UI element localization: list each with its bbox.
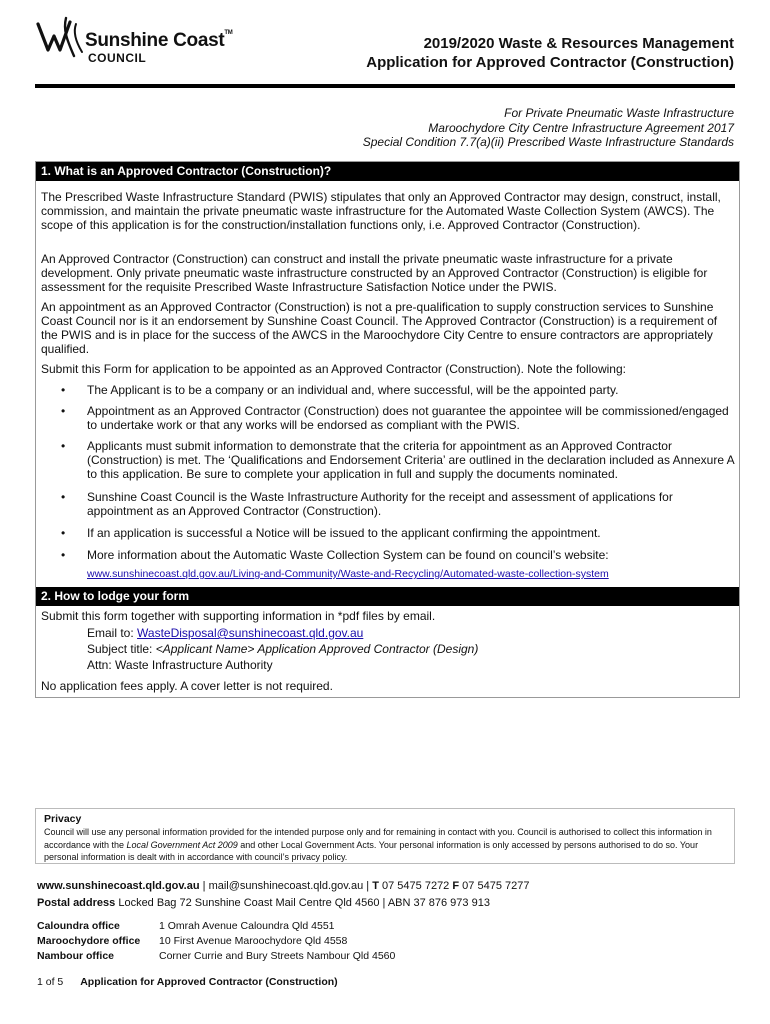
bullet-marker: • xyxy=(61,526,66,540)
subtitle-line-1: For Private Pneumatic Waste Infrastructure xyxy=(504,106,734,120)
office-row: Caloundra office 1 Omrah Avenue Caloundra Qld 4551 xyxy=(37,920,335,932)
logo-subtitle: COUNCIL xyxy=(88,51,147,65)
document-subtitle xyxy=(363,106,734,150)
contact-line: www.sunshinecoast.qld.gov.au | mail@sunshinecoast.qld.gov.au | T 07 5475 7272 F 07 5475 7277 xyxy=(37,880,530,892)
bullet-marker: • xyxy=(61,548,66,562)
bullet-item-5: If an application is successful a Notice will be issued to the applicant confirming the appointment. xyxy=(87,526,601,540)
bullet-item-6: More information about the Automatic Waste Collection System can be found on council’s website: xyxy=(87,548,609,562)
office-row: Nambour office Corner Currie and Bury Streets Nambour Qld 4560 xyxy=(37,950,396,962)
footer-doc-title: Application for Approved Contractor (Construction) xyxy=(80,976,338,988)
section-1-heading: 1. What is an Approved Contractor (Construction)? xyxy=(36,162,739,181)
subject-value: <Applicant Name> Application Approved Contractor (Design) xyxy=(155,642,479,656)
privacy-text: Council will use any personal information provided for the intended purpose only and for remaining in contact with you. Council is authorised to collect this information in accordance with the Local Government Act 2009 and other Local Government Acts. Your personal information is only accessed by persons authorised to do so. Your personal information is dealt with in accordance with council’s privacy policy. xyxy=(44,827,712,862)
bullet-marker: • xyxy=(61,404,66,418)
postal-address: Locked Bag 72 Sunshine Coast Mail Centre Qld 4560 xyxy=(118,897,380,909)
page-footer xyxy=(37,976,338,988)
abn: ABN 37 876 973 913 xyxy=(387,897,490,909)
page-number: 1 of 5 xyxy=(37,976,64,988)
bullet-item-2: Appointment as an Approved Contractor (Construction) does not guarantee the appointee will be commissioned/engaged to undertake work or that any works will be endorsed as compliant with the PWIS. xyxy=(87,404,729,432)
section-1-paragraph-4: Submit this Form for application to be appointed as an Approved Contractor (Construction). Note the following: xyxy=(41,362,626,376)
bullet-marker: • xyxy=(61,490,66,504)
email-link[interactable]: WasteDisposal@sunshinecoast.qld.gov.au xyxy=(137,626,364,640)
website-link[interactable]: www.sunshinecoast.qld.gov.au xyxy=(37,880,200,892)
phone-number: 07 5475 7272 xyxy=(382,880,450,892)
logo-wordmark: Sunshine Coast™ xyxy=(85,30,233,51)
subtitle-line-3: Special Condition 7.7(a)(ii) Prescribed Waste Infrastructure Standards xyxy=(362,135,734,149)
email-label: Email to: xyxy=(87,626,134,640)
section-2-heading: 2. How to lodge your form xyxy=(36,587,739,606)
privacy-box xyxy=(35,808,735,864)
postal-line: Postal address Locked Bag 72 Sunshine Coast Mail Centre Qld 4560 | ABN 37 876 973 913 xyxy=(37,897,490,909)
subject-label: Subject title: xyxy=(87,642,153,656)
email-row xyxy=(87,626,770,640)
title-line-1: 2019/2020 Waste & Resources Management xyxy=(423,35,734,52)
awcs-website-link[interactable]: www.sunshinecoast.qld.gov.au/Living-and-Community/Waste-and-Recycling/Automated-waste-collection-system xyxy=(87,568,609,580)
mail-link[interactable]: mail@sunshinecoast.qld.gov.au xyxy=(208,880,364,892)
office-row: Maroochydore office 10 First Avenue Maroochydore Qld 4558 xyxy=(37,935,348,947)
attn-line: Attn: Waste Infrastructure Authority xyxy=(87,658,273,672)
fax-number: 07 5475 7277 xyxy=(462,880,530,892)
bullet-marker: • xyxy=(61,439,66,453)
fees-note: No application fees apply. A cover letter is not required. xyxy=(41,679,333,693)
privacy-title: Privacy xyxy=(44,813,82,825)
header-rule xyxy=(35,84,735,88)
bullet-item-3: Applicants must submit information to demonstrate that the criteria for appointment as an Approved Contractor (Construction) is met. The ‘Qualifications and Endorsement Criteria’ are outlined in the declaration included as Annexure A to this application. Be sure to complete your application in full and supply the documents nominated. xyxy=(87,439,735,481)
subject-row xyxy=(87,642,770,656)
title-line-2: Application for Approved Contractor (Construction) xyxy=(366,54,734,71)
postal-label: Postal address xyxy=(37,897,116,909)
content-box xyxy=(35,161,740,698)
section-1-paragraph-2: An Approved Contractor (Construction) can construct and install the private pneumatic waste infrastructure for a private development. Only private pneumatic waste infrastructure constructed by an Approved Contractor (Construction) is eligible for assessment for the requisite Prescribed Waste Infrastructure Satisfaction Notice under the PWIS. xyxy=(41,252,708,294)
bullet-item-1: The Applicant is to be a company or an individual and, where successful, will be the appointed party. xyxy=(87,383,619,397)
bullet-item-4: Sunshine Coast Council is the Waste Infrastructure Authority for the receipt and assessment of applications for appointment as an Approved Contractor (Construction). xyxy=(87,490,673,518)
document-title xyxy=(366,34,734,72)
subtitle-line-2: Maroochydore City Centre Infrastructure Agreement 2017 xyxy=(428,120,734,135)
section-1-paragraph-1: The Prescribed Waste Infrastructure Standard (PWIS) stipulates that only an Approved Contractor may design, construct, install, commission, and maintain the private pneumatic waste infrastructure for the Automated Waste Collection System (AWCS). The scope of this application is for the construction/installation functions only, i.e. Approved Contractor (Construction). xyxy=(41,190,721,232)
bullet-marker: • xyxy=(61,383,66,397)
lodge-intro: Submit this form together with supporting information in *pdf files by email. xyxy=(41,609,436,623)
section-1-paragraph-3: An appointment as an Approved Contractor (Construction) is not a pre-qualification to supply construction services to Sunshine Coast Council nor is it an endorsement by Sunshine Coast Council. The Approved Contractor (Construction) is a requirement of the PWIS and is in place for the success of the AWCS in the Maroochydore City Centre to ensure contractors are appropriately qualified. xyxy=(41,300,718,356)
